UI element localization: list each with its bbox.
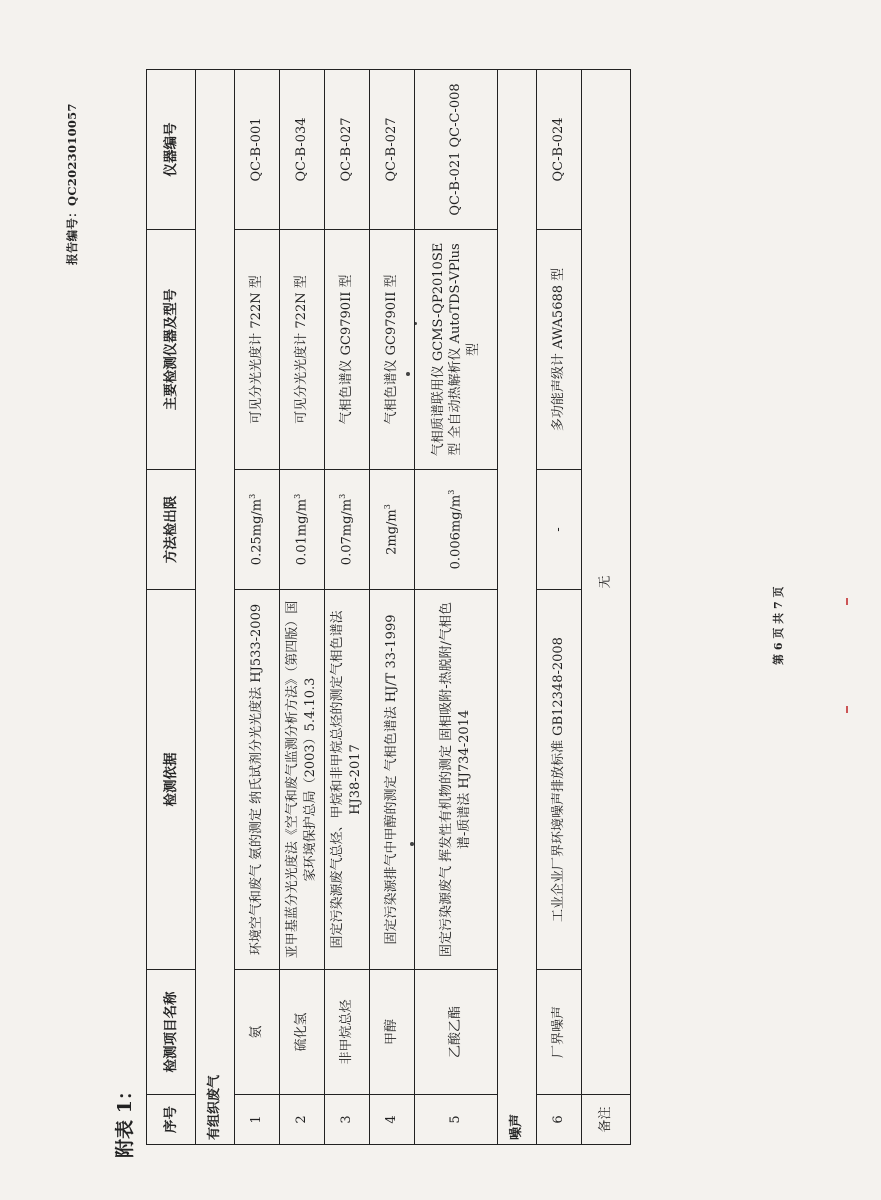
limit-value: 0.006mg/m <box>448 494 464 570</box>
cell-basis: 固定污染源废气 挥发性有机物的测定 固相吸附-热脱附/气相色谱-质谱法 HJ734-2014 <box>415 590 498 970</box>
page-footer: 第 6 页 共 7 页 <box>772 586 785 665</box>
cell-instrument: 气相色谱仪 GC9790II 型 <box>325 230 370 470</box>
detection-table <box>146 69 631 1145</box>
cell-instrument: 多功能声级计 AWA5688 型 <box>537 230 582 470</box>
header-id: 仪器编号 <box>147 70 196 230</box>
cell-limit: - <box>537 470 582 590</box>
cell-instrument: 气相质谱联用仪 GCMS-QP2010SE 型 全自动热解析仪 AutoTDS-VPlus 型 <box>415 230 498 470</box>
cell-no: 5 <box>415 1095 498 1145</box>
cell-item: 非甲烷总烃 <box>325 970 370 1095</box>
cell-id: QC-B-021 QC-C-008 <box>415 70 498 230</box>
table-row <box>235 70 280 1145</box>
cell-no: 4 <box>370 1095 415 1145</box>
cell-basis: 固定污染源排气中甲醇的测定 气相色谱法 HJ/T 33-1999 <box>370 590 415 970</box>
limit-value: 2mg/m <box>384 509 400 555</box>
limit-sup: 3 <box>338 493 348 499</box>
cell-item: 甲醇 <box>370 970 415 1095</box>
cell-limit <box>280 470 325 590</box>
note-value: 无 <box>582 70 631 1095</box>
group-label: 有组织废气 <box>196 70 235 1145</box>
group-row <box>196 70 235 1145</box>
note-label: 备注 <box>582 1095 631 1145</box>
table-header-row <box>147 70 196 1145</box>
cell-limit <box>325 470 370 590</box>
cell-basis: 亚甲基蓝分光光度法《空气和废气监测分析方法》（第四版）国家环境保护总局（2003）5.4.10.3 <box>280 590 325 970</box>
note-row <box>582 70 631 1145</box>
cell-id: QC-B-027 <box>325 70 370 230</box>
limit-value: 0.01mg/m <box>294 498 310 566</box>
cell-id: QC-B-027 <box>370 70 415 230</box>
header-no: 序号 <box>147 1095 196 1145</box>
cell-limit <box>370 470 415 590</box>
cell-no: 2 <box>280 1095 325 1145</box>
cell-no: 1 <box>235 1095 280 1145</box>
cell-instrument: 可见分光光度计 722N 型 <box>280 230 325 470</box>
table-row <box>537 70 582 1145</box>
cell-instrument: 气相色谱仪 GC9790II 型 <box>370 230 415 470</box>
table-row <box>280 70 325 1145</box>
cell-item: 硫化氢 <box>280 970 325 1095</box>
cell-item: 乙酸乙酯 <box>415 970 498 1095</box>
limit-sup: 3 <box>447 489 457 495</box>
cell-instrument: 可见分光光度计 722N 型 <box>235 230 280 470</box>
table-caption: 附表 1： <box>114 1081 136 1158</box>
cell-limit <box>415 470 498 590</box>
table-row <box>325 70 370 1145</box>
limit-sup: 3 <box>248 493 258 499</box>
header-item: 检测项目名称 <box>147 970 196 1095</box>
header-instrument: 主要检测仪器及型号 <box>147 230 196 470</box>
cell-item: 氨 <box>235 970 280 1095</box>
cell-basis: 环境空气和废气 氨的测定 纳氏试剂分光光度法 HJ533-2009 <box>235 590 280 970</box>
limit-sup: 3 <box>293 493 303 499</box>
cell-id: QC-B-001 <box>235 70 280 230</box>
limit-value: 0.25mg/m <box>249 498 265 566</box>
cell-item: 厂界噪声 <box>537 970 582 1095</box>
header-limit: 方法检出限 <box>147 470 196 590</box>
group-row <box>498 70 537 1145</box>
cell-id: QC-B-024 <box>537 70 582 230</box>
limit-sup: 3 <box>383 504 393 510</box>
cell-no: 3 <box>325 1095 370 1145</box>
report-number: 报告编号：QC2023010057 <box>65 103 79 265</box>
limit-value: 0.07mg/m <box>339 498 355 566</box>
table-row <box>370 70 415 1145</box>
cell-no: 6 <box>537 1095 582 1145</box>
cell-basis: 固定污染源废气总烃、甲烷和非甲烷总烃的测定气相色谱法 HJ38-2017 <box>325 590 370 970</box>
header-basis: 检测依据 <box>147 590 196 970</box>
table-row <box>415 70 498 1145</box>
cell-limit <box>235 470 280 590</box>
cell-id: QC-B-034 <box>280 70 325 230</box>
cell-basis: 工业企业厂界环境噪声排放标准 GB12348-2008 <box>537 590 582 970</box>
group-label: 噪声 <box>498 70 537 1145</box>
